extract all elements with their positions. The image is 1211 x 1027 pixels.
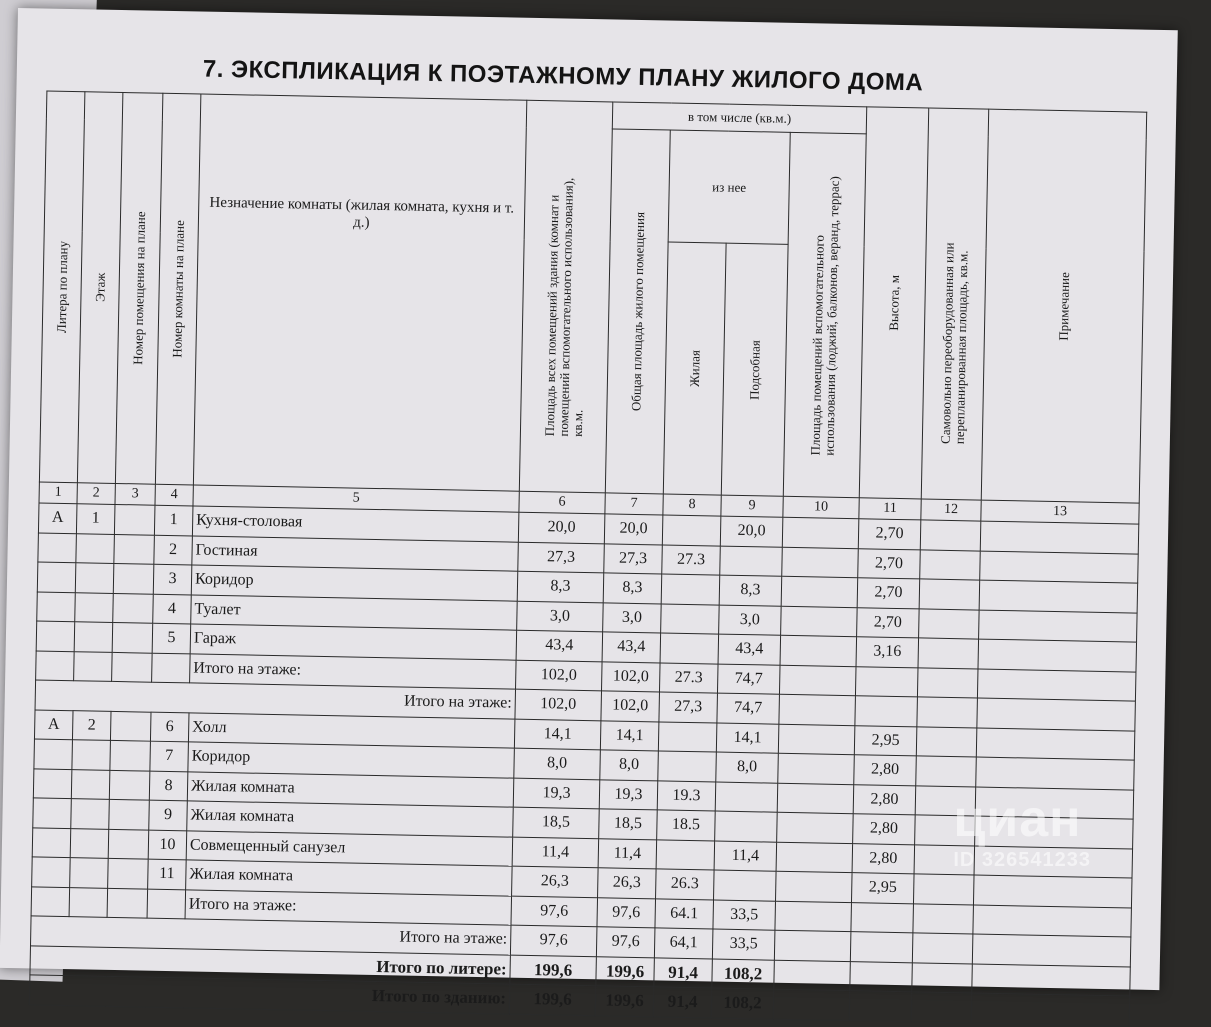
empty-cell xyxy=(912,933,973,964)
subtotal-cell: 27.3 xyxy=(659,662,718,693)
utility-area-cell: 8,3 xyxy=(719,575,782,606)
living-premise-area-cell: 11,4 xyxy=(598,838,657,869)
room-number: 9 xyxy=(149,800,188,830)
height-cell: 2,95 xyxy=(851,873,914,904)
premise-cell xyxy=(109,799,150,829)
auxiliary-area-cell xyxy=(776,871,853,902)
living-premise-area-cell: 43,4 xyxy=(602,632,661,663)
floor-cell xyxy=(75,592,114,622)
empty-cell xyxy=(849,991,912,1022)
litera-cell xyxy=(38,532,77,562)
room-name: Гостиная xyxy=(192,535,519,571)
total-label: Итого по литере: xyxy=(30,945,510,984)
utility-area-cell: 11,4 xyxy=(714,841,777,872)
living-area-cell xyxy=(658,721,717,752)
col-num: 6 xyxy=(519,491,605,514)
empty-cell xyxy=(855,696,918,727)
empty-cell xyxy=(912,962,973,993)
utility-area-cell: 8,0 xyxy=(716,752,779,783)
subtotal-label: Итого на этаже: xyxy=(185,889,512,925)
document-title: 7. ЭКСПЛИКАЦИЯ К ПОЭТАЖНОМУ ПЛАНУ ЖИЛОГО ДОМА xyxy=(202,55,924,97)
litera-cell xyxy=(33,768,72,798)
note-cell xyxy=(976,757,1135,790)
auxiliary-area-cell xyxy=(778,724,855,755)
total-label: Итого по зданию: xyxy=(29,975,509,1014)
auxiliary-area-cell xyxy=(782,547,859,578)
header-unauthorized-area: Самовольно переоборудованная или перепланированная площадь, кв.м. xyxy=(921,108,988,500)
floor-cell: 2 xyxy=(72,710,111,740)
col-num: 8 xyxy=(663,494,721,516)
header-height: Высота, м xyxy=(859,107,928,499)
room-number: 4 xyxy=(153,594,192,624)
listing-id: ID 326541233 xyxy=(953,849,1091,871)
empty-cell xyxy=(913,903,974,934)
room-number: 2 xyxy=(154,535,193,565)
premise-cell xyxy=(114,504,155,534)
premise-cell xyxy=(110,711,151,741)
floor-cell xyxy=(71,769,110,799)
empty-cell xyxy=(774,930,851,961)
auxiliary-area-cell xyxy=(781,576,858,607)
living-area-cell xyxy=(656,839,715,870)
unauthorized-cell xyxy=(919,579,980,610)
room-number: 5 xyxy=(152,623,191,653)
litera-cell xyxy=(33,798,72,828)
total-cell: 91,4 xyxy=(653,987,712,1018)
empty-cell xyxy=(36,650,75,680)
header-living: Жилая xyxy=(663,242,726,495)
col-num: 11 xyxy=(859,498,921,520)
living-premise-area-cell: 14,1 xyxy=(600,720,659,751)
cian-logo: циан xyxy=(953,790,1082,848)
empty-cell xyxy=(972,963,1131,996)
premise-cell xyxy=(108,858,149,888)
unauthorized-cell xyxy=(920,520,981,551)
col-num: 13 xyxy=(981,500,1139,524)
header-total-area: Площадь всех помещений здания (комнат и помещений вспомогательного использования), кв.м. xyxy=(519,100,612,493)
explication-table xyxy=(29,91,1147,1026)
room-name: Коридор xyxy=(188,742,515,778)
total-cell: 108,2 xyxy=(711,988,774,1019)
empty-cell xyxy=(977,669,1136,702)
empty-cell xyxy=(31,886,70,916)
room-number: 6 xyxy=(150,712,189,742)
total-cell: 199,6 xyxy=(509,984,596,1015)
empty-cell xyxy=(74,651,113,681)
col-num: 1 xyxy=(39,482,77,504)
room-number: 8 xyxy=(149,771,188,801)
room-number: 11 xyxy=(148,859,187,889)
room-number: 3 xyxy=(153,564,192,594)
unauthorized-cell xyxy=(913,874,974,905)
utility-area-cell xyxy=(715,782,778,813)
subtotal-label: Итого на этаже: xyxy=(31,916,511,955)
room-name: Гараж xyxy=(190,624,517,660)
note-cell xyxy=(979,580,1138,613)
room-name: Туалет xyxy=(191,594,518,630)
floor-cell: 1 xyxy=(76,504,115,534)
utility-area-cell xyxy=(715,811,778,842)
living-area-cell: 19.3 xyxy=(657,780,716,811)
litera-cell xyxy=(37,562,76,592)
subtotal-cell: 97,6 xyxy=(511,896,598,927)
height-cell: 2,80 xyxy=(852,843,915,874)
col-num: 5 xyxy=(193,485,519,512)
living-area-cell: 27.3 xyxy=(662,544,721,575)
floor-cell xyxy=(76,533,115,563)
height-cell: 2,70 xyxy=(857,578,920,609)
col-num: 3 xyxy=(115,483,155,505)
col-num: 10 xyxy=(783,496,859,518)
total-cell: 199,6 xyxy=(510,955,597,986)
height-cell: 2,80 xyxy=(853,814,916,845)
living-area-cell: 26.3 xyxy=(656,869,715,900)
empty-cell xyxy=(112,652,153,682)
premise-cell xyxy=(108,829,149,859)
total-area-cell: 20,0 xyxy=(518,512,605,543)
living-area-cell xyxy=(661,603,720,634)
note-cell xyxy=(978,639,1137,672)
living-premise-area-cell: 8,0 xyxy=(600,750,659,781)
empty-cell xyxy=(152,653,191,683)
cian-watermark xyxy=(953,789,1091,872)
auxiliary-area-cell xyxy=(777,812,854,843)
empty-cell xyxy=(971,993,1130,1026)
total-cell: 199,6 xyxy=(596,956,655,987)
auxiliary-area-cell xyxy=(781,606,858,637)
total-area-cell: 11,4 xyxy=(512,837,599,868)
header-auxiliary-area: Площадь помещений вспомогательного использования (лоджий, балконов, веранд, террас) xyxy=(783,132,866,497)
utility-area-cell: 3,0 xyxy=(719,605,782,636)
note-cell xyxy=(980,551,1139,584)
subtotal-cell: 64,1 xyxy=(654,928,713,959)
total-area-cell: 14,1 xyxy=(514,719,601,750)
subtotal-cell: 97,6 xyxy=(596,927,655,958)
col-num: 9 xyxy=(721,495,783,517)
utility-area-cell: 14,1 xyxy=(716,723,779,754)
living-area-cell: 18.5 xyxy=(657,810,716,841)
floor-cell xyxy=(75,563,114,593)
unauthorized-cell xyxy=(919,608,980,639)
header-floor: Этаж xyxy=(77,92,122,484)
room-number: 7 xyxy=(150,741,189,771)
auxiliary-area-cell xyxy=(778,753,855,784)
room-name: Кухня-столовая xyxy=(192,506,519,542)
empty-cell xyxy=(972,934,1131,967)
room-number: 1 xyxy=(154,505,193,535)
header-of-it: из нее xyxy=(668,130,790,245)
empty-cell xyxy=(850,961,913,992)
room-number: 10 xyxy=(148,830,187,860)
col-num: 2 xyxy=(77,483,115,505)
empty-cell xyxy=(977,698,1136,731)
litera-cell xyxy=(32,827,71,857)
height-cell: 2,95 xyxy=(854,725,917,756)
floor-cell xyxy=(72,740,111,770)
total-cell: 199,6 xyxy=(595,986,654,1017)
subtotal-cell: 102,0 xyxy=(516,660,603,691)
floor-cell xyxy=(70,828,109,858)
empty-cell xyxy=(69,887,108,917)
unauthorized-cell xyxy=(916,756,977,787)
total-cell: 108,2 xyxy=(712,959,775,990)
living-area-cell xyxy=(660,633,719,664)
unauthorized-cell xyxy=(920,549,981,580)
total-cell: 91,4 xyxy=(654,957,713,988)
living-premise-area-cell: 19,3 xyxy=(599,779,658,810)
room-name: Коридор xyxy=(191,565,518,601)
litera-cell xyxy=(37,591,76,621)
floor-cell xyxy=(71,799,110,829)
note-cell xyxy=(976,728,1135,761)
room-name: Совмещенный санузел xyxy=(186,830,513,866)
total-area-cell: 3,0 xyxy=(517,601,604,632)
subtotal-cell: 102,0 xyxy=(601,691,660,722)
living-premise-area-cell: 27,3 xyxy=(604,543,663,574)
empty-cell xyxy=(775,901,852,932)
header-premise-number: Номер помещения на плане xyxy=(115,93,162,485)
room-name: Холл xyxy=(188,712,515,748)
subtotal-label: Итого на этаже: xyxy=(35,680,515,719)
header-including: в том числе (кв.м.) xyxy=(612,102,866,134)
living-premise-area-cell: 26,3 xyxy=(598,868,657,899)
empty-cell xyxy=(147,889,186,919)
empty-cell xyxy=(107,888,148,918)
room-name: Жилая комната xyxy=(187,801,514,837)
height-cell: 2,70 xyxy=(858,519,921,550)
height-cell: 3,16 xyxy=(856,637,919,668)
auxiliary-area-cell xyxy=(776,842,853,873)
unauthorized-cell xyxy=(918,638,979,669)
height-cell: 2,70 xyxy=(858,548,921,579)
empty-cell xyxy=(917,667,978,698)
litera-cell: А xyxy=(38,503,77,533)
subtotal-cell: 102,0 xyxy=(515,689,602,720)
empty-cell xyxy=(855,666,918,697)
height-cell: 2,80 xyxy=(853,784,916,815)
subtotal-label: Итого на этаже: xyxy=(190,653,517,689)
total-area-cell: 8,3 xyxy=(517,571,604,602)
auxiliary-area-cell xyxy=(777,783,854,814)
unauthorized-cell xyxy=(916,726,977,757)
subtotal-cell: 33,5 xyxy=(713,900,776,931)
living-premise-area-cell: 3,0 xyxy=(603,602,662,633)
header-note: Примечание xyxy=(981,109,1146,503)
living-area-cell xyxy=(662,515,721,546)
header-litera: Литера по плану xyxy=(39,91,84,483)
header-living-premise-area: Общая площадь жилого помещения xyxy=(605,129,670,494)
premise-cell xyxy=(109,770,150,800)
height-cell: 2,70 xyxy=(857,607,920,638)
utility-area-cell: 43,4 xyxy=(718,634,781,665)
empty-cell xyxy=(850,932,913,963)
utility-area-cell xyxy=(714,870,777,901)
header-row-1 xyxy=(46,91,1146,139)
litera-cell xyxy=(32,857,71,887)
subtotal-cell: 102,0 xyxy=(601,661,660,692)
note-cell xyxy=(980,521,1139,554)
col-num: 4 xyxy=(155,484,193,506)
premise-cell xyxy=(114,534,155,564)
note-cell xyxy=(979,610,1138,643)
premise-cell xyxy=(112,622,153,652)
living-premise-area-cell: 18,5 xyxy=(599,809,658,840)
room-name: Жилая комната xyxy=(187,771,514,807)
empty-cell xyxy=(851,902,914,933)
empty-cell xyxy=(774,960,851,991)
header-room-number: Номер комнаты на плане xyxy=(155,93,200,485)
subtotal-cell: 27,3 xyxy=(659,692,718,723)
empty-cell xyxy=(917,697,978,728)
empty-cell xyxy=(773,989,850,1020)
subtotal-cell: 74,7 xyxy=(717,664,780,695)
premise-cell xyxy=(113,593,154,623)
living-area-cell xyxy=(658,751,717,782)
litera-cell xyxy=(36,621,75,651)
auxiliary-area-cell xyxy=(782,517,859,548)
floor-cell xyxy=(74,622,113,652)
litera-cell xyxy=(34,739,73,769)
living-premise-area-cell: 8,3 xyxy=(603,573,662,604)
empty-cell xyxy=(779,694,856,725)
total-area-cell: 8,0 xyxy=(514,748,601,779)
header-room-purpose: Незначение комнаты (жилая комната, кухня и т. д.) xyxy=(193,94,526,491)
litera-cell: А xyxy=(34,709,73,739)
total-area-cell: 18,5 xyxy=(513,807,600,838)
room-name: Жилая комната xyxy=(186,860,513,896)
empty-cell xyxy=(779,665,856,696)
subtotal-cell: 97,6 xyxy=(510,925,597,956)
note-cell xyxy=(973,875,1132,908)
total-area-cell: 43,4 xyxy=(516,630,603,661)
header-utility: Подсобная xyxy=(721,244,788,497)
utility-area-cell xyxy=(720,546,783,577)
total-area-cell: 27,3 xyxy=(518,542,605,573)
utility-area-cell: 20,0 xyxy=(720,516,783,547)
subtotal-cell: 97,6 xyxy=(597,897,656,928)
col-num: 12 xyxy=(921,499,981,521)
premise-cell xyxy=(113,563,154,593)
subtotal-cell: 64.1 xyxy=(655,898,714,929)
empty-cell xyxy=(973,905,1132,938)
floor-cell xyxy=(70,858,109,888)
subtotal-cell: 74,7 xyxy=(717,693,780,724)
total-area-cell: 26,3 xyxy=(512,866,599,897)
auxiliary-area-cell xyxy=(780,635,857,666)
subtotal-cell: 33,5 xyxy=(712,929,775,960)
living-area-cell xyxy=(661,574,720,605)
living-premise-area-cell: 20,0 xyxy=(604,514,663,545)
empty-cell xyxy=(911,992,972,1023)
height-cell: 2,80 xyxy=(854,755,917,786)
total-area-cell: 19,3 xyxy=(513,778,600,809)
floor-1-rows xyxy=(35,503,1139,731)
col-num: 7 xyxy=(605,493,663,515)
premise-cell xyxy=(110,740,151,770)
